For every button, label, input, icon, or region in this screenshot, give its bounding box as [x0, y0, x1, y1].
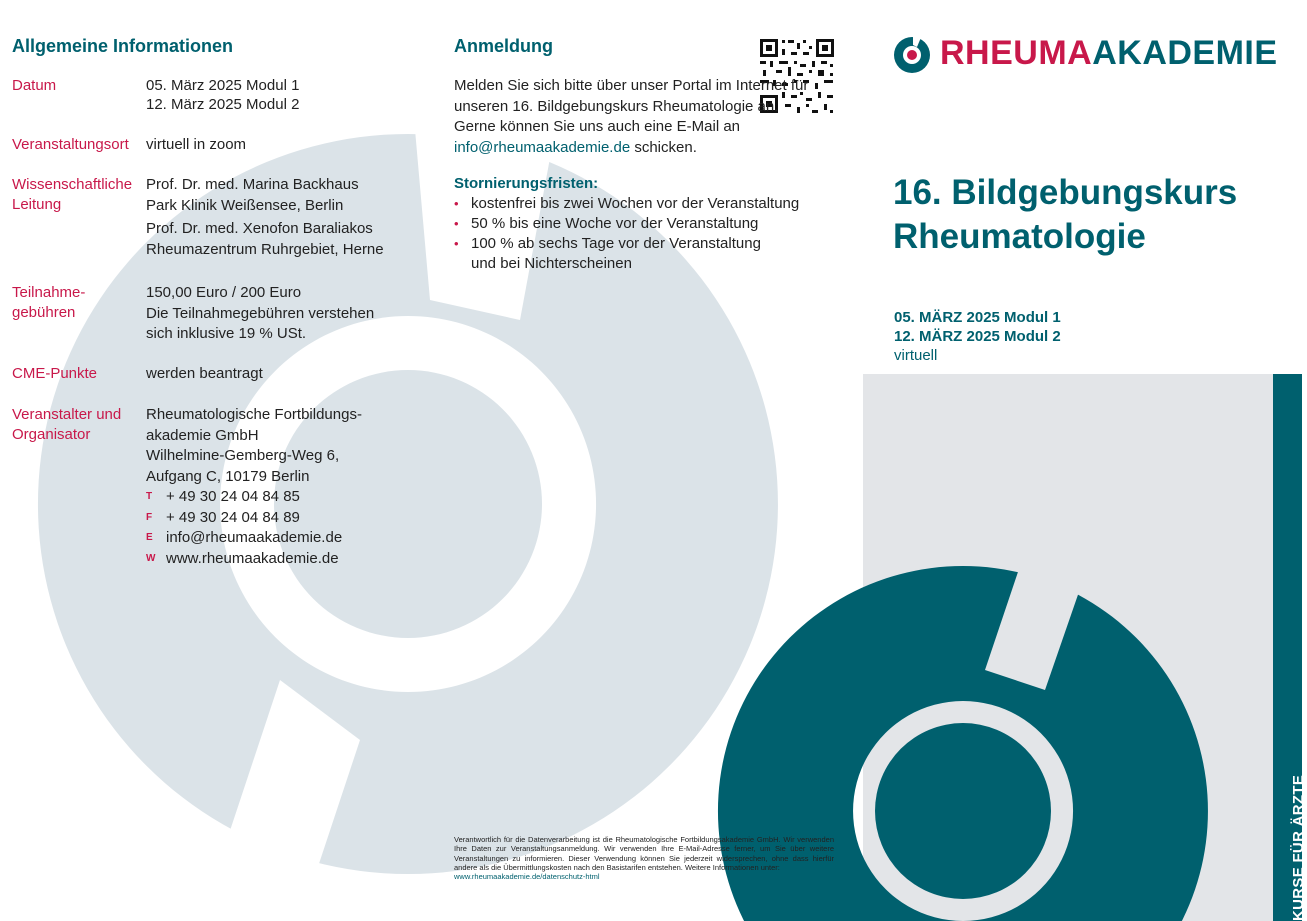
label-line: Veranstalter und: [12, 406, 122, 423]
label-line: CME-Punkte: [12, 365, 98, 382]
course-title-line1: 16. Bildgebungskurs: [893, 173, 1238, 212]
info-heading: Allgemeine Informationen: [12, 36, 234, 56]
value-line: akademie GmbH: [146, 426, 259, 444]
value-line: Prof. Dr. med. Xenofon Baraliakos: [146, 220, 373, 237]
info-value-gebuehren: [146, 283, 374, 345]
value-line: Prof. Dr. med. Marina Backhaus: [146, 176, 359, 193]
label-line: Teilnahme-: [12, 284, 86, 301]
disclaimer-text: Verantwortlich für die Datenverarbeitung ist die Rheumatologische Fortbildungsakademie GmbH. Wir verwenden Ihre Daten zur Veranstaltungsanmeldung. Wir verwenden Ihre E-Mail-Adresse ferner, um Sie über weitere Veranstaltungen zu informieren. Dieser Verwendung können Sie jederzeit widersprechen, ohne dass hierfür andere als die Übermittlungskosten nach den Basistarifen entstehen. Weitere Informationen unter:: [454, 835, 834, 872]
cover-format: virtuell: [894, 347, 938, 364]
cover-dates: [894, 308, 1061, 365]
contact-key: W: [146, 552, 156, 564]
stornierung-block: [454, 175, 814, 274]
stornierung-list: [454, 194, 814, 274]
vertical-label: KURSE FÜR ÄRZTE: [1290, 774, 1307, 921]
value-line: 05. März 2025 Modul 1: [146, 77, 300, 94]
list-item: • 100 % ab sechs Tage vor der Veranstaltung und bei Nichterscheinen: [454, 234, 771, 274]
value-line: Park Klinik Weißensee, Berlin: [146, 196, 344, 214]
value-line: Aufgang C, 10179 Berlin: [146, 467, 310, 485]
value-line: Die Teilnahmegebühren verstehen: [146, 304, 375, 322]
contact-email[interactable]: [146, 528, 362, 549]
contact-value: + 49 30 24 04 84 89: [166, 508, 300, 526]
info-value-ort: [146, 135, 246, 156]
info-value-datum: [146, 76, 299, 115]
value-line: Rheumatologische Fortbildungs-: [146, 406, 362, 423]
label-line: Organisator: [12, 426, 91, 443]
anmeldung-heading: Anmeldung: [454, 36, 553, 56]
info-label-gebuehren: [12, 283, 85, 323]
course-title: [893, 171, 1237, 259]
cover-date-1: 05. MÄRZ 2025 Modul 1: [894, 309, 1061, 326]
label-line: Datum: [12, 77, 57, 94]
contact-phone: [146, 487, 362, 508]
anmeldung-text-part2: schicken.: [630, 138, 697, 156]
label-line: Veranstaltungsort: [12, 136, 129, 153]
value-line: 12. März 2025 Modul 2: [146, 95, 300, 113]
cover-date-2: 12. MÄRZ 2025 Modul 2: [894, 328, 1061, 345]
course-title-line2: Rheumatologie: [893, 217, 1146, 256]
info-value-cme: [146, 364, 263, 385]
value-line: Wilhelmine-Gemberg-Weg 6,: [146, 447, 340, 464]
list-item: • kostenfrei bis zwei Wochen vor der Veranstaltung: [454, 194, 814, 214]
contact-value: + 49 30 24 04 84 85: [166, 488, 300, 505]
logo-text-akademie: AKADEMIE: [1092, 34, 1278, 72]
info-label-datum: [12, 76, 56, 96]
info-value-leitung: [146, 175, 384, 260]
contact-key: F: [146, 511, 153, 523]
info-label-ort: [12, 135, 129, 155]
contact-fax: [146, 508, 362, 529]
disclaimer: [454, 835, 834, 881]
info-label-cme: [12, 364, 97, 384]
contact-key: T: [146, 491, 153, 502]
contact-email-link[interactable]: info@rheumaakademie.de: [166, 529, 343, 546]
label-line: Wissenschaftliche: [12, 176, 133, 193]
info-label-veranstalter: [12, 405, 121, 445]
info-label-leitung: [12, 175, 132, 215]
value-line: werden beantragt: [146, 365, 263, 382]
disclaimer-link[interactable]: www.rheumaakademie.de/datenschutz-html: [454, 872, 600, 882]
logo-text-rheuma: RHEUMA: [940, 34, 1093, 72]
contact-web-link[interactable]: www.rheumaakademie.de: [166, 549, 339, 567]
anmeldung-text-part1: Melden Sie sich bitte über unser Portal im Internet für unseren 16. Bildgebungskurs Rheumatologie an. Gerne können Sie uns auch eine E-Mail an: [454, 77, 809, 135]
value-line: virtuell in zoom: [146, 136, 247, 153]
anmeldung-text: [454, 76, 809, 158]
stornierung-heading: Stornierungsfristen:: [454, 175, 599, 192]
list-item: • 50 % bis eine Woche vor der Veranstaltung: [454, 214, 814, 234]
label-line: Leitung: [12, 196, 62, 213]
label-line: gebühren: [12, 304, 76, 321]
value-line: Rheumazentrum Ruhrgebiet, Herne: [146, 240, 384, 258]
value-line: 150,00 Euro / 200 Euro: [146, 284, 302, 301]
anmeldung-email-link[interactable]: info@rheumaakademie.de: [454, 138, 631, 156]
brand-logo: [940, 34, 1278, 73]
value-line: sich inklusive 19 % USt.: [146, 325, 307, 342]
logo-mark: [894, 35, 930, 73]
contact-key: E: [146, 532, 153, 543]
contact-web[interactable]: [146, 549, 362, 570]
info-value-veranstalter: [146, 405, 362, 569]
